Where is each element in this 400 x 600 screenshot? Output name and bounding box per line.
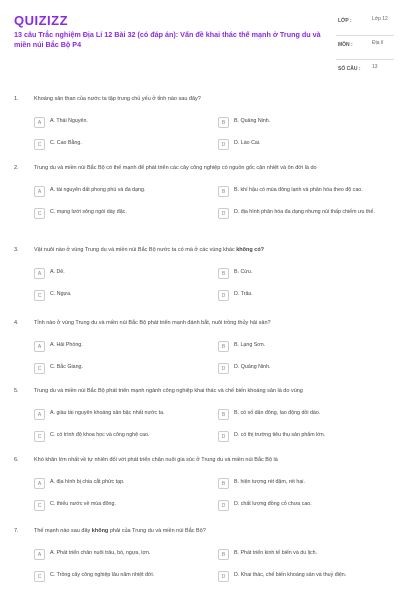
option-text: A. tài nguyên đất phong phú và đa dạng. (50, 187, 146, 193)
option-text: C. mạng lưới sông ngòi dày đặc. (50, 209, 127, 215)
option-text: A. giàu tài nguyên khoáng sản bậc nhất nước ta. (50, 410, 165, 416)
option-text: C. Bắc Giang. (50, 364, 83, 370)
option-letter-box: D (218, 431, 229, 442)
option-text: D. có thị trường tiêu thụ sản phẩm lớn. (234, 432, 326, 438)
option-text: D. Lào Cai. (234, 140, 261, 146)
meta-row-count (336, 60, 394, 84)
option-letter-box: B (218, 549, 229, 560)
option-text: B. Cừu. (234, 269, 253, 275)
option-letter-box: A (34, 186, 45, 197)
question-text: Tỉnh nào ở vùng Trung du và miền núi Bắc Bộ phát triển mạnh đánh bắt, nuôi trồng thủy hải sản? (34, 320, 271, 326)
option-text: B. có số dân đông, lao động dồi dào. (234, 410, 321, 416)
option-text: C. Ngựa. (50, 291, 72, 297)
option-letter-box: D (218, 500, 229, 511)
option-letter-box: C (34, 571, 45, 582)
meta-key: LỚP : (338, 18, 352, 24)
option-text: B. hiện tượng rét đậm, rét hại. (234, 479, 305, 485)
meta-panel (336, 12, 394, 84)
option-letter-box: B (218, 478, 229, 489)
option-letter-box: C (34, 139, 45, 150)
option-text: D. Quảng Ninh. (234, 364, 271, 370)
option-text: B. Phát triển kinh tế biển và du lịch. (234, 550, 318, 556)
option-letter-box: A (34, 117, 45, 128)
option-text: D. địa hình phân hóa đa dạng nhưng núi thấp chiếm ưu thế. (234, 209, 375, 215)
option-letter-box: D (218, 290, 229, 301)
option-letter-box: A (34, 409, 45, 420)
worksheet-header (0, 0, 400, 84)
option-letter-box: C (34, 500, 45, 511)
option-text: A. địa hình bị chia cắt phức tạp. (50, 479, 125, 485)
option-text: C. có trình độ khoa học và công nghệ cao. (50, 432, 150, 438)
option-letter-box: B (218, 409, 229, 420)
option-letter-box: B (218, 341, 229, 352)
option-letter-box: D (218, 139, 229, 150)
option-text: C. Cao Bằng. (50, 140, 82, 146)
question-text: Vật nuôi nào ở vùng Trung du và miền núi Bắc Bộ nước ta có mà ở các vùng khác không có? (34, 247, 265, 253)
option-text: A. Thái Nguyên. (50, 118, 88, 124)
option-letter-box: A (34, 549, 45, 560)
question-text: Khó khăn lớn nhất về tự nhiên đối với phát triển chăn nuôi gia súc ở Trung du và miền núi Bắc Bộ là (34, 457, 278, 463)
question-number: 4. (14, 320, 19, 326)
question-number: 2. (14, 165, 19, 171)
question-number: 7. (14, 528, 19, 534)
option-text: D. Trâu. (234, 291, 253, 297)
option-letter-box: C (34, 208, 45, 219)
question-text: Thế mạnh nào sau đây không phải của Trung du và miền núi Bắc Bộ? (34, 528, 206, 534)
option-letter-box: A (34, 341, 45, 352)
option-letter-box: C (34, 431, 45, 442)
option-letter-box: B (218, 117, 229, 128)
option-text: D. chất lượng đồng cỏ chưa cao. (234, 501, 312, 507)
option-letter-box: D (218, 571, 229, 582)
meta-row-subject (336, 36, 394, 60)
question-number: 6. (14, 457, 19, 463)
quizizz-logo: QUIZIZZ (14, 13, 69, 28)
meta-key: MÔN : (338, 42, 353, 48)
option-text: C. thiếu nước về mùa đông. (50, 501, 116, 507)
meta-value: 13 (372, 64, 378, 70)
option-text: A. Phát triển chăn nuôi trâu, bò, ngựa, lợn. (50, 550, 151, 556)
question-number: 1. (14, 96, 19, 102)
question-number: 3. (14, 247, 19, 253)
meta-key: SỐ CÂU : (338, 66, 361, 72)
question-text: Trung du và miền núi Bắc Bộ phát triển mạnh ngành công nghiệp khai thác và chế biến khoáng sản là do vùng (34, 388, 303, 394)
worksheet-title: 13 câu Trắc nghiệm Địa Lí 12 Bài 32 (có đáp án): Vấn đề khai thác thế mạnh ở Trung du và miền núi Bắc Bộ P4 (14, 30, 321, 49)
option-text: A. Dê. (50, 269, 65, 275)
meta-value: Địa lí (372, 40, 384, 46)
option-letter-box: D (218, 363, 229, 374)
option-text: B. khí hậu có mùa đông lạnh và phân hóa theo độ cao. (234, 187, 363, 193)
meta-value: Lớp 12 (372, 16, 388, 22)
option-letter-box: A (34, 268, 45, 279)
option-letter-box: A (34, 478, 45, 489)
question-text: Trung du và miền núi Bắc Bộ có thế mạnh để phát triển các cây công nghiệp có nguồn gốc cận nhiệt và ôn đới là do (34, 165, 317, 171)
option-letter-box: B (218, 186, 229, 197)
option-text: A. Hải Phòng. (50, 342, 83, 348)
option-letter-box: C (34, 290, 45, 301)
option-text: B. Quảng Ninh. (234, 118, 271, 124)
question-text: Khoáng sản than của nước ta tập trung chủ yếu ở tỉnh nào sau đây? (34, 96, 201, 102)
question-number: 5. (14, 388, 19, 394)
meta-row-class (336, 12, 394, 36)
option-text: C. Trồng cây công nghiệp lâu năm nhiệt đới. (50, 572, 155, 578)
option-letter-box: C (34, 363, 45, 374)
option-text: D. Khai thác, chế biến khoáng sản và thuỷ điện. (234, 572, 347, 578)
option-letter-box: B (218, 268, 229, 279)
option-letter-box: D (218, 208, 229, 219)
option-text: B. Lạng Sơn. (234, 342, 266, 348)
